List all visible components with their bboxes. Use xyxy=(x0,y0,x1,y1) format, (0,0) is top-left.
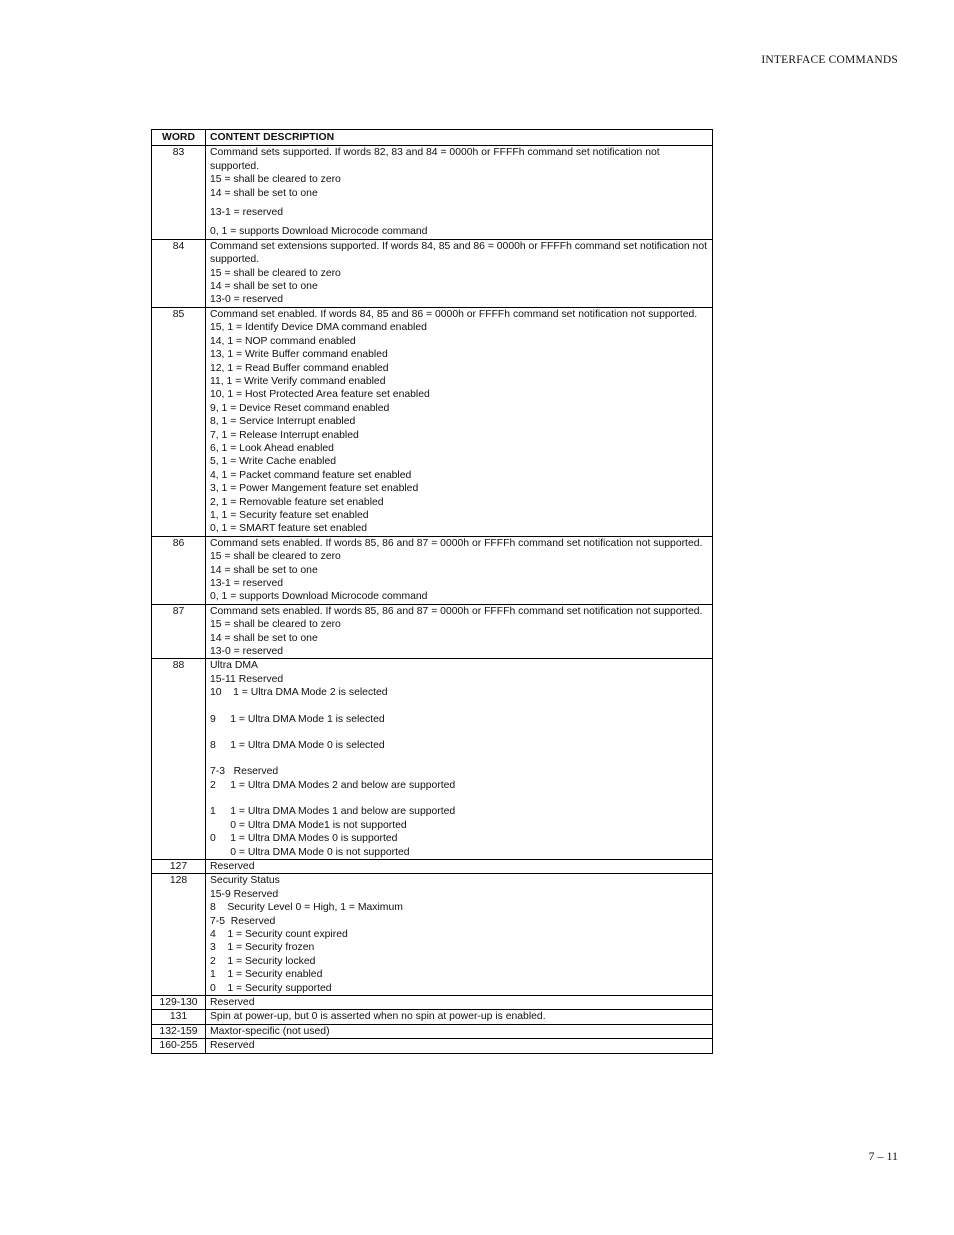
content-description-cell xyxy=(206,1039,713,1053)
description-line: 5, 1 = Write Cache enabled xyxy=(210,456,337,468)
description-line: 15 = shall be cleared to zero xyxy=(210,619,341,631)
table-row xyxy=(152,859,713,873)
word-cell: 84 xyxy=(152,239,206,307)
description-line: 11, 1 = Write Verify command enabled xyxy=(210,375,386,387)
description-line: Reserved xyxy=(210,1040,255,1052)
content-description-cell xyxy=(206,859,713,873)
description-line: 7, 1 = Release Interrupt enabled xyxy=(210,429,359,441)
table-body xyxy=(152,146,713,1053)
content-description-cell xyxy=(206,536,713,604)
description-line: 15 = shall be cleared to zero xyxy=(210,551,341,563)
description-line: 7-3 Reserved xyxy=(210,766,279,778)
word-cell: 88 xyxy=(152,659,206,859)
content-description-cell xyxy=(206,995,713,1009)
table-row xyxy=(152,1010,713,1024)
content-description-cell xyxy=(206,239,713,307)
description-line: Reserved xyxy=(210,996,255,1008)
table-row xyxy=(152,239,713,307)
description-line: Spin at power-up, but 0 is asserted when no spin at power-up is enabled. xyxy=(210,1011,546,1023)
description-line: 13-1 = reserved xyxy=(210,578,284,589)
description-line: 2, 1 = Removable feature set enabled xyxy=(210,496,384,508)
content-description-cell xyxy=(206,874,713,996)
description-line: 3, 1 = Power Mangement feature set enabled xyxy=(210,483,419,495)
description-line: 1 1 = Security enabled xyxy=(210,969,323,981)
description-line: 13-0 = reserved xyxy=(210,294,284,306)
description-line: 0 = Ultra DMA Mode 0 is not supported xyxy=(210,846,410,858)
word-cell: 129-130 xyxy=(152,995,206,1009)
table-row xyxy=(152,146,713,239)
content-description-cell xyxy=(206,1010,713,1024)
word-cell: 131 xyxy=(152,1010,206,1024)
column-header-content: CONTENT DESCRIPTION xyxy=(206,130,713,146)
description-line: 0, 1 = supports Download Microcode command xyxy=(210,226,428,238)
description-line: 14 = shall be set to one xyxy=(210,281,318,293)
description-line: 13-0 = reserved xyxy=(210,646,284,658)
description-line: Reserved xyxy=(210,860,255,872)
word-cell: 85 xyxy=(152,307,206,536)
description-line: 15-9 Reserved xyxy=(210,888,279,900)
description-line: 9 1 = Ultra DMA Mode 1 is selected xyxy=(210,713,385,725)
description-line: 14 = shall be set to one xyxy=(210,187,318,199)
description-line: 10 1 = Ultra DMA Mode 2 is selected xyxy=(210,687,388,699)
description-line: Command sets enabled. If words 85, 86 and 87 = 0000h or FFFFh command set notification not supported. xyxy=(210,605,703,617)
description-line: 8, 1 = Service Interrupt enabled xyxy=(210,416,356,428)
description-line: 10, 1 = Host Protected Area feature set enabled xyxy=(210,389,430,401)
description-line: 14 = shall be set to one xyxy=(210,632,318,644)
table-row xyxy=(152,307,713,536)
description-line: 13, 1 = Write Buffer command enabled xyxy=(210,349,388,361)
content-description-cell xyxy=(206,659,713,859)
content-description-cell xyxy=(206,146,713,239)
table-row xyxy=(152,1024,713,1038)
description-line: Command sets enabled. If words 85, 86 and 87 = 0000h or FFFFh command set notification not supported. xyxy=(210,537,703,549)
description-line: 0 1 = Security supported xyxy=(210,982,332,994)
description-line: Ultra DMA xyxy=(210,660,258,672)
table-row xyxy=(152,995,713,1009)
word-cell: 86 xyxy=(152,536,206,604)
description-line: 1 1 = Ultra DMA Modes 1 and below are supported xyxy=(210,806,456,818)
content-description-cell xyxy=(206,604,713,659)
table-row xyxy=(152,604,713,659)
description-line: 14 = shall be set to one xyxy=(210,564,318,576)
word-cell: 83 xyxy=(152,146,206,239)
description-line: 0 = Ultra DMA Mode1 is not supported xyxy=(210,819,407,831)
table-row xyxy=(152,659,713,859)
content-description-cell xyxy=(206,307,713,536)
identify-device-words-table xyxy=(151,129,713,1054)
running-head: INTERFACE COMMANDS xyxy=(761,54,898,66)
description-line: 0, 1 = supports Download Microcode command xyxy=(210,591,428,603)
description-line: Security Status xyxy=(210,875,280,887)
description-line: 12, 1 = Read Buffer command enabled xyxy=(210,362,389,374)
word-cell: 132-159 xyxy=(152,1024,206,1038)
word-cell: 160-255 xyxy=(152,1039,206,1053)
description-line: Command set extensions supported. If words 84, 85 and 86 = 0000h or FFFFh command set notification not supported. xyxy=(210,240,710,266)
column-header-word: WORD xyxy=(152,130,206,146)
description-line: 0 1 = Ultra DMA Modes 0 is supported xyxy=(210,833,398,845)
description-line: 3 1 = Security frozen xyxy=(210,942,315,954)
word-cell: 87 xyxy=(152,604,206,659)
description-line: 15 = shall be cleared to zero xyxy=(210,267,341,279)
description-line: Maxtor-specific (not used) xyxy=(210,1025,330,1037)
table-row xyxy=(152,536,713,604)
description-line: 15-11 Reserved xyxy=(210,673,284,685)
description-line: 2 1 = Ultra DMA Modes 2 and below are supported xyxy=(210,779,456,791)
table-row xyxy=(152,1039,713,1053)
description-line: 14, 1 = NOP command enabled xyxy=(210,335,356,347)
description-line: 13-1 = reserved xyxy=(210,207,284,219)
description-line: 4, 1 = Packet command feature set enabled xyxy=(210,469,412,481)
description-line: 8 Security Level 0 = High, 1 = Maximum xyxy=(210,902,403,914)
description-line: 8 1 = Ultra DMA Mode 0 is selected xyxy=(210,740,385,752)
description-line: Command set enabled. If words 84, 85 and 86 = 0000h or FFFFh command set notification not supported. xyxy=(210,308,698,320)
description-line: 15, 1 = Identify Device DMA command enabled xyxy=(210,322,427,334)
content-description-cell xyxy=(206,1024,713,1038)
description-line: 6, 1 = Look Ahead enabled xyxy=(210,442,334,454)
description-line: 1, 1 = Security feature set enabled xyxy=(210,509,369,521)
description-line: 4 1 = Security count expired xyxy=(210,928,348,940)
page-number: 7 – 11 xyxy=(868,1149,898,1163)
description-line: 7-5 Reserved xyxy=(210,915,276,927)
description-line: 15 = shall be cleared to zero xyxy=(210,174,341,186)
word-cell: 127 xyxy=(152,859,206,873)
word-cell: 128 xyxy=(152,874,206,996)
description-line: 2 1 = Security locked xyxy=(210,955,316,967)
table-row xyxy=(152,874,713,996)
description-line: 0, 1 = SMART feature set enabled xyxy=(210,523,368,535)
description-line: 9, 1 = Device Reset command enabled xyxy=(210,402,390,414)
description-line: Command sets supported. If words 82, 83 and 84 = 0000h or FFFFh command set notification not supported. xyxy=(210,147,663,172)
table-header-row xyxy=(152,130,713,146)
